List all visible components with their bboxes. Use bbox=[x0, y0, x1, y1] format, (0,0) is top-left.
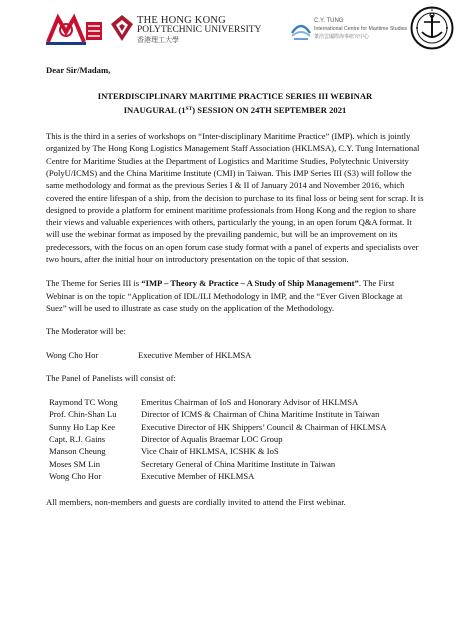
panelist-row bbox=[46, 408, 424, 420]
theme-paragraph bbox=[46, 277, 424, 314]
panelist-name: Capt. R.J. Gains bbox=[49, 434, 106, 445]
polyu-name-line2: POLYTECHNIC UNIVERSITY bbox=[137, 25, 262, 35]
webinar-title bbox=[46, 90, 424, 116]
panelist-role: Vice Chair of HKLMSA, ICSHK & IoS bbox=[141, 446, 279, 457]
panelist-name: Prof. Chin-Shan Lu bbox=[49, 409, 117, 420]
theme-lead: The Theme for Series III is bbox=[46, 278, 142, 289]
panelist-role: Executive Director of HK Shippers’ Council & Chairman of HKLMSA bbox=[141, 421, 387, 432]
moderator-name: Wong Cho Hor bbox=[46, 349, 99, 360]
panelist-row bbox=[46, 396, 424, 408]
panelist-role: Executive Member of HKLMSA bbox=[141, 470, 255, 481]
moderator-intro: The Moderator will be: bbox=[46, 326, 126, 337]
cytung-centre-name: International Centre for Maritime Studies bbox=[314, 26, 408, 32]
panelist-row bbox=[46, 470, 424, 482]
closing-invitation: All members, non-members and guests are cordially invited to attend the First webinar. bbox=[46, 497, 346, 508]
panelist-row bbox=[46, 421, 424, 433]
theme-details: . The First Webinar is on the topic “Application of IDL/ILI Methodology in IMP, and the “Ever Given Blockage at Suez” will be used to illustrate as case study on the application of the Methodology. bbox=[46, 278, 403, 313]
salutation: Dear Sir/Madam, bbox=[46, 65, 111, 75]
polyu-name-chinese: 香港理工大學 bbox=[137, 36, 179, 44]
panelist-name: Moses SM Lin bbox=[49, 458, 101, 469]
intro-paragraph: This is the third in a series of workshops on “Inter-disciplinary Maritime Practice” (IMP). which is jointly organized by The Hong Kong Logistics Management Staff Association (HKLMSA), C.Y. Tung International Centre for Maritime Studies at the Department of Logistics and Maritime Studies, Polytechnic University (PolyU/ICMS) and the China Maritime Institute (CMI) in Taiwan. This IMP Series III (S3) will follow the same methodology and format as the previous Series I & II of January 2014 and November 2016, which covered the entire lifespan of a ship, from the decision to purchase to its final loss or being sent for scrap. It is designed to provide a platform for eminent maritime professionals from Hong Kong and the region to share their views and valuable experiences with others, particularly the young, in an open forum Q&A format. It will use the webinar format as imposed by the prevailing pandemic, but will be an improvement on its predecessors, with the focus on an open forum case study format with a panel of experts and specialists over two hours, after the initial hour on introductory presentation on the topic of that session. bbox=[46, 131, 424, 265]
panelist-row bbox=[46, 458, 424, 470]
panelist-list bbox=[46, 396, 424, 482]
panelist-role: Secretary General of China Maritime Institute in Taiwan bbox=[141, 458, 336, 469]
polyu-logo bbox=[110, 14, 262, 44]
panelist-name: Wong Cho Hor bbox=[49, 470, 102, 481]
cytung-brand: C.Y. TUNG bbox=[314, 18, 344, 24]
cytung-icms-logo bbox=[290, 17, 408, 43]
title-line-2 bbox=[46, 103, 424, 116]
cytung-chinese-name: 董浩雲國際海事研究中心 bbox=[314, 34, 370, 40]
panelist-name: Raymond TC Wong bbox=[49, 397, 118, 408]
panelist-row bbox=[46, 445, 424, 457]
panelist-name: Manson Cheung bbox=[49, 446, 106, 457]
title-line-2-start: INAUGURAL (1 bbox=[123, 104, 186, 115]
moderator-role: Executive Member of HKLMSA bbox=[138, 349, 252, 360]
panelist-row bbox=[46, 433, 424, 445]
panelist-role: Emeritus Chairman of IoS and Honorary Advisor of HKLMSA bbox=[141, 397, 359, 408]
panelist-name: Sunny Ho Lap Kee bbox=[49, 421, 116, 432]
panelist-role: Director of Aqualis Braemar LOC Group bbox=[141, 434, 283, 445]
title-line-1: INTERDISCIPLINARY MARITIME PRACTICE SERIES III WEBINAR bbox=[97, 91, 373, 102]
letter-body bbox=[46, 64, 424, 509]
theme-title: “IMP – Theory & Practice – A Study of Ship Management” bbox=[141, 278, 359, 289]
letterhead bbox=[0, 0, 468, 60]
moderator-row bbox=[46, 349, 424, 361]
polyu-name-line1: THE HONG KONG bbox=[137, 15, 226, 26]
title-line-2-end: ) SESSION ON 24TH SEPTEMBER 2021 bbox=[192, 104, 347, 115]
panelist-role: Director of ICMS & Chairman of China Maritime Institute in Taiwan bbox=[141, 409, 380, 420]
title-ordinal-suffix: ST bbox=[185, 105, 193, 112]
panel-intro: The Panel of Panelists will consist of: bbox=[46, 372, 176, 383]
hklmsa-logo bbox=[44, 12, 106, 48]
china-maritime-institute-seal bbox=[410, 6, 454, 50]
